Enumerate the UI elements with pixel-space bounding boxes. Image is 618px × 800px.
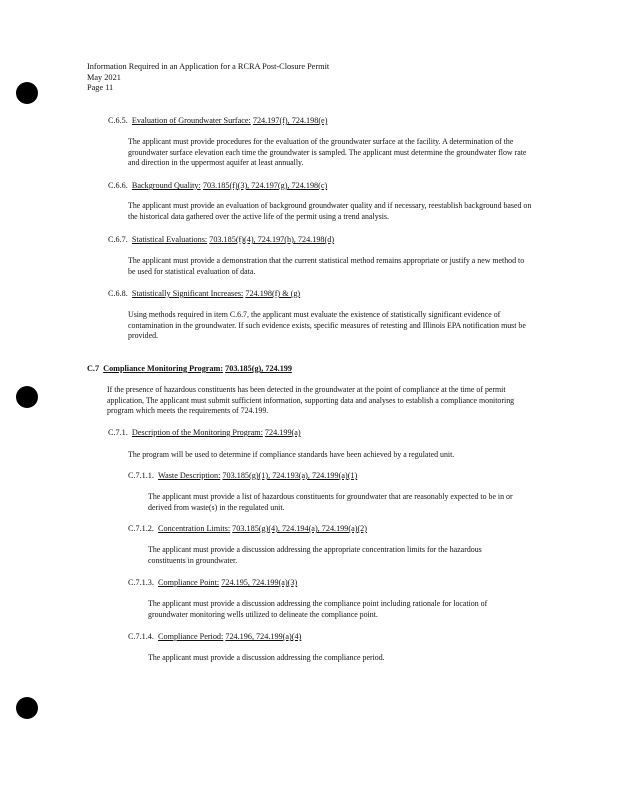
- section-body: The applicant must provide a discussion addressing the appropriate concentration limits for the hazardous constituents in groundwater.: [148, 545, 482, 565]
- section-heading: [128, 578, 297, 588]
- section-heading: [108, 116, 327, 126]
- section-title: Evaluation of Groundwater Surface:: [131, 116, 251, 125]
- header-page-number: Page 11: [87, 83, 114, 92]
- section-body: The applicant must provide a list of hazardous constituents for groundwater that are reasonably expected to be in or derived from waste(s) in the regulated unit.: [148, 492, 513, 512]
- section-heading: [128, 524, 367, 534]
- section-title: Concentration Limits:: [158, 524, 231, 533]
- section-references: 703.185(g)(1), 724.193(a), 724.199(a)(1): [222, 471, 358, 480]
- header-document-title: Information Required in an Application for a RCRA Post-Closure Permit: [87, 62, 330, 71]
- section-heading: [128, 632, 301, 642]
- section-number: C.7.1.: [108, 428, 128, 437]
- section-references: 724.199(a): [264, 428, 301, 437]
- section-number: C.6.5.: [108, 116, 128, 125]
- section-title: Compliance Period:: [158, 632, 224, 641]
- section-heading: [108, 235, 334, 245]
- section-body: The applicant must provide procedures for the evaluation of the groundwater surface at the facility. A determination of the groundwater surface elevation each time the groundwater is sampled. The applicant must determine the groundwater flow rate and direction in the uppermost aquifer at least annually.: [128, 137, 527, 168]
- section-heading: [128, 471, 357, 481]
- section-title: Description of the Monitoring Program:: [131, 428, 263, 437]
- section-body: The program will be used to determine if compliance standards have been achieved by a regulated unit.: [128, 450, 455, 459]
- section-number: C.7.1.3.: [128, 578, 154, 587]
- section-number: C.6.6.: [108, 181, 128, 190]
- section-heading: [108, 289, 300, 299]
- section-references: 724.195, 724.199(a)(3): [221, 578, 298, 587]
- section-title: Statistically Significant Increases:: [131, 289, 244, 298]
- header-date: May 2021: [87, 72, 121, 82]
- section-title: Compliance Monitoring Program:: [103, 364, 224, 373]
- section-number: C.7: [87, 364, 100, 373]
- section-title: Statistical Evaluations:: [131, 235, 208, 244]
- section-references: 703.185(f)(4), 724.197(h), 724.198(d): [209, 235, 335, 244]
- section-body: The applicant must provide a demonstration that the current statistical method remains appropriate or justify a new method to be used for statistical evaluation of data.: [128, 256, 525, 276]
- section-body: Using methods required in item C.6.7, the applicant must evaluate the existence of statistically significant evidence of contamination in the groundwater. If such evidence exists, specific measures of retesting and Illinois EPA notification must be provided.: [128, 310, 526, 341]
- section-number: C.6.8.: [108, 289, 128, 298]
- section-number: C.6.7.: [108, 235, 128, 244]
- section-number: C.7.1.1.: [128, 471, 154, 480]
- section-references: 724.198(f) & (g): [245, 289, 301, 298]
- section-title: Waste Description:: [158, 471, 221, 480]
- section-number: C.7.1.2.: [128, 524, 154, 533]
- section-references: 724.197(f), 724.198(e): [252, 116, 328, 125]
- section-heading: [108, 428, 301, 438]
- section-body: The applicant must provide an evaluation of background groundwater quality and if necessary, reestablish background based on the historical data gathered over the active life of the permit using a trend analysis.: [128, 201, 532, 221]
- section-heading: [108, 181, 327, 191]
- section-title: Compliance Point:: [158, 578, 220, 587]
- section-body: If the presence of hazardous constituents has been detected in the groundwater at the point of compliance at the time of permit application, The applicant must submit sufficient information, supporting data and analyses to establish a compliance monitoring program which meets the requirements of 724.199.: [107, 385, 515, 416]
- section-references: 703.185(f)(3), 724.197(g), 724.198(c): [202, 181, 328, 190]
- section-references: 703.185(g)(4), 724.194(a), 724.199(a)(2): [232, 524, 368, 533]
- section-body: The applicant must provide a discussion addressing the compliance period.: [148, 653, 385, 662]
- section-references: 724.196, 724.199(a)(4): [225, 632, 302, 641]
- section-body: The applicant must provide a discussion addressing the compliance point including rationale for location of groundwater monitoring wells utilized to delineate the compliance point.: [148, 599, 488, 619]
- section-heading: [87, 364, 292, 374]
- section-title: Background Quality:: [131, 181, 201, 190]
- section-number: C.7.1.4.: [128, 632, 154, 641]
- section-references: 703.185(g), 724.199: [225, 364, 292, 373]
